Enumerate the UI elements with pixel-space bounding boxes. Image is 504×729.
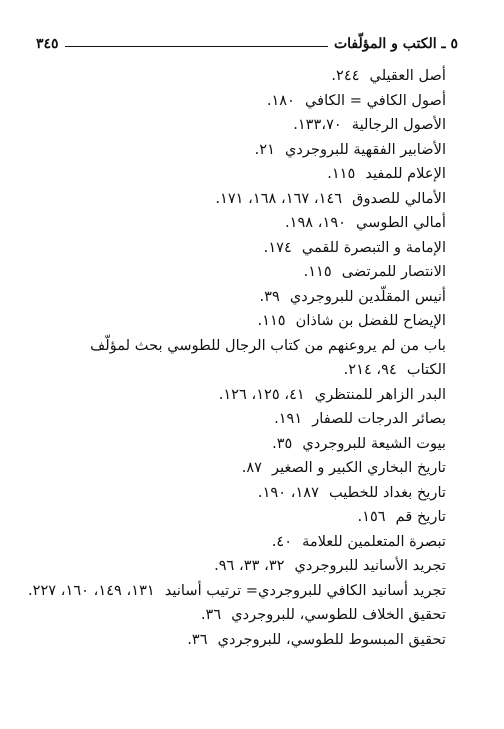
entry-refs: ٣٦.	[187, 630, 208, 648]
entry-refs: ٢٤٤.	[331, 67, 360, 84]
page-number: ٣٤٥	[36, 36, 59, 52]
entry-title: تاريخ قم	[395, 508, 446, 525]
index-entry	[40, 456, 446, 481]
entry-refs: ١٧٤.	[263, 238, 292, 256]
index-entry	[40, 407, 446, 432]
entry-refs: ٤٠.	[271, 532, 293, 550]
entry-title: الأمالي للصدوق	[352, 189, 446, 207]
entry-title: أنيس المقلّدين للبروجردي	[289, 287, 446, 305]
entry-title: بصائر الدرجات للصفار	[312, 410, 446, 427]
entry-title: الأضابير الفقهية للبروجردي	[284, 140, 446, 158]
entry-refs: ٢١.	[254, 140, 275, 158]
entry-title: الانتصار للمرتضى	[341, 263, 446, 280]
index-entry	[40, 530, 446, 555]
entry-refs: ١٩٠، ١٩٨.	[284, 214, 347, 231]
index-entry	[40, 211, 446, 236]
index-list	[27, 64, 446, 652]
entry-title: تحقيق المبسوط للطوسي، للبروجردي	[217, 630, 446, 648]
index-entry	[40, 187, 446, 212]
entry-refs: ٩٤، ٢١٤.	[343, 361, 397, 378]
index-entry	[40, 260, 446, 285]
entry-title: تجريد الأسانيد للبروجردي	[294, 557, 446, 574]
entry-title: أصول الكافي = الكافي	[304, 91, 446, 109]
entry-refs: ١١٥.	[257, 312, 286, 329]
entry-refs: ١١٥.	[327, 165, 356, 182]
index-entry	[40, 432, 446, 457]
entry-title: الإعلام للمفيد	[365, 165, 446, 182]
index-entry	[40, 481, 446, 506]
index-entry	[40, 138, 446, 163]
index-entry	[40, 89, 446, 114]
index-entry	[40, 554, 446, 579]
index-entry	[40, 383, 446, 408]
entry-refs: ١٨٧، ١٩٠.	[257, 483, 319, 501]
index-entry	[40, 64, 446, 89]
entry-title: تحقيق الخلاف للطوسي، للبروجردي	[231, 606, 446, 623]
index-entry	[27, 579, 446, 604]
index-entry	[40, 162, 446, 187]
entry-refs: ١٨٠.	[266, 91, 295, 109]
entry-title: الإمامة و التبصرة للقمي	[301, 238, 446, 256]
entry-refs: ١٣١، ١٤٩، ١٦٠، ٢٢٧.	[27, 581, 155, 599]
entry-refs: ١٥٦.	[357, 508, 386, 525]
entry-title: باب من لم يروعنهم من كتاب الرجال للطوسي بحث لمؤلّف الكتاب	[90, 336, 446, 378]
entry-refs: ٣٥.	[272, 434, 293, 452]
entry-title: أمالي الطوسي	[356, 214, 446, 231]
entry-title: تجريد أسانيد الكافي للبروجردي= ترتيب أسانيد	[164, 581, 446, 599]
entry-title: تاريخ البخاري الكبير و الصغير	[272, 459, 446, 476]
entry-title: الإيضاح للفضل بن شاذان	[295, 312, 446, 329]
index-entry	[40, 285, 446, 310]
entry-refs: ١١٥.	[303, 263, 332, 280]
entry-title: بيوت الشيعة للبروجردي	[302, 434, 446, 452]
entry-refs: ٣٦.	[200, 606, 222, 623]
entry-refs: ٣٢، ٣٣، ٩٦.	[214, 557, 285, 574]
entry-title: أصل العقيلي	[369, 67, 446, 84]
entry-refs: ٤١، ١٢٥، ١٢٦.	[218, 385, 305, 403]
page-header	[36, 28, 458, 52]
index-entry	[40, 628, 446, 653]
entry-refs: ١٣٣،٧٠.	[293, 116, 342, 133]
index-entry	[40, 236, 446, 261]
entry-refs: ١٤٦، ١٦٧، ١٦٨، ١٧١.	[215, 189, 343, 207]
entry-refs: ٣٩.	[259, 287, 280, 305]
header-rule	[65, 46, 328, 47]
index-entry	[40, 113, 446, 138]
entry-refs: ٨٧.	[241, 459, 263, 476]
index-entry	[40, 309, 446, 334]
entry-refs: ١٩١.	[274, 410, 303, 427]
running-title: ٥ ـ الكتب و المؤلّفات	[333, 36, 458, 52]
entry-title: تاريخ بغداد للخطيب	[328, 483, 446, 501]
entry-title: البدر الزاهر للمنتظري	[314, 385, 446, 403]
entry-title: تبصرة المتعلمين للعلامة	[302, 532, 446, 550]
index-entry	[40, 603, 446, 628]
entry-title: الأصول الرجالية	[351, 116, 446, 133]
index-entry	[40, 505, 446, 530]
index-entry	[40, 334, 446, 383]
